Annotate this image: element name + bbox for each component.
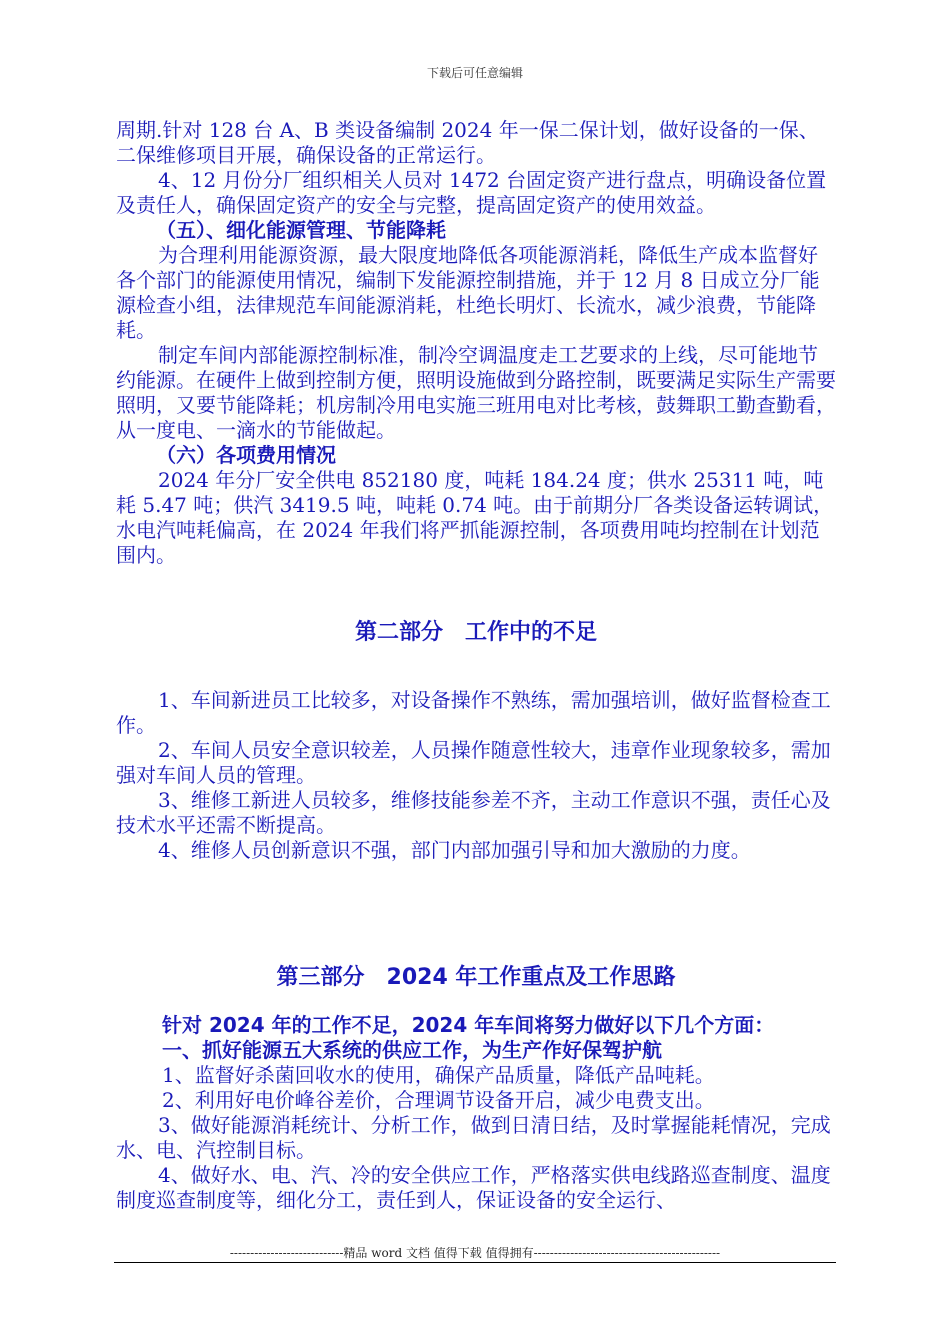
list-item: 2、车间人员安全意识较差，人员操作随意性较大，违章作业现象较多，需加强对车间人员的管理。: [116, 738, 831, 787]
page-header: 下载后可任意编辑: [426, 66, 523, 80]
document-body: [116, 118, 836, 1213]
paragraph: 2024 年分厂安全供电 852180 度，吨耗 184.24 度；供水 25311 吨，吨耗 5.47 吨；供汽 3419.5 吨，吨耗 0.74 吨。由于前期分厂各类设备运转调试，水电汽吨耗偏高，在 2024 年我们将严抓能源控制，各项费用吨均控制在计划范围内。: [116, 468, 834, 567]
section-heading: （五）、细化能源管理、节能降耗: [156, 218, 446, 242]
list-item: 3、做好能源消耗统计、分析工作，做到日清日结，及时掌握能耗情况，完成水、电、汽控制目标。: [116, 1113, 831, 1162]
paragraph: 周期.针对 128 台 A、B 类设备编制 2024 年一保二保计划，做好设备的一保、二保维修项目开展，确保设备的正常运行。: [116, 118, 819, 167]
list-item: 4、维修人员创新意识不强，部门内部加强引导和加大激励的力度。: [158, 838, 751, 862]
paragraph: 为合理利用能源资源，最大限度地降低各项能源消耗，降低生产成本监督好各个部门的能源使用情况，编制下发能源控制措施，并于 12 月 8 日成立分厂能源检查小组，法律规范车间能源消耗，杜绝长明灯、长流水，减少浪费，节能降耗。: [116, 243, 820, 342]
list-item: 1、车间新进员工比较多，对设备操作不熟练，需加强培训，做好监督检查工作。: [116, 688, 831, 737]
list-item: 1、监督好杀菌回收水的使用，确保产品质量，降低产品吨耗。: [162, 1063, 715, 1087]
list-item: 2、利用好电价峰谷差价，合理调节设备开启，减少电费支出。: [162, 1088, 715, 1112]
footer-divider: [114, 1262, 836, 1263]
part-title: 第二部分 工作中的不足: [354, 620, 597, 645]
paragraph: 制定车间内部能源控制标准，制冷空调温度走工艺要求的上线，尽可能地节约能源。在硬件上做到控制方便，照明设施做到分路控制，既要满足实际生产需要照明，又要节能降耗；机房制冷用电实施三班用电对比考核，鼓舞职工勤查勤看，从一度电、一滴水的节能做起。: [116, 343, 836, 442]
section-heading: 一、抓好能源五大系统的供应工作，为生产作好保驾护航: [162, 1038, 662, 1062]
paragraph: 4、12 月份分厂组织相关人员对 1472 台固定资产进行盘点，明确设备位置及责任人，确保固定资产的安全与完整，提高固定资产的使用效益。: [116, 168, 827, 217]
footer-text: ----------------------------精品 word 文档 值得下载 值得拥有----------------------------------------------: [229, 1246, 721, 1260]
part-title: 第三部分 2024 年工作重点及工作思路: [276, 965, 676, 990]
list-item: 3、维修工新进人员较多，维修技能参差不齐，主动工作意识不强，责任心及技术水平还需不断提高。: [116, 788, 831, 837]
list-item: 4、做好水、电、汽、冷的安全供应工作，严格落实供电线路巡查制度、温度制度巡查制度等，细化分工，责任到人，保证设备的安全运行、: [116, 1163, 831, 1212]
lead-paragraph: 针对 2024 年的工作不足，2024 年车间将努力做好以下几个方面：: [162, 1013, 775, 1037]
section-heading: （六）各项费用情况: [156, 443, 336, 467]
